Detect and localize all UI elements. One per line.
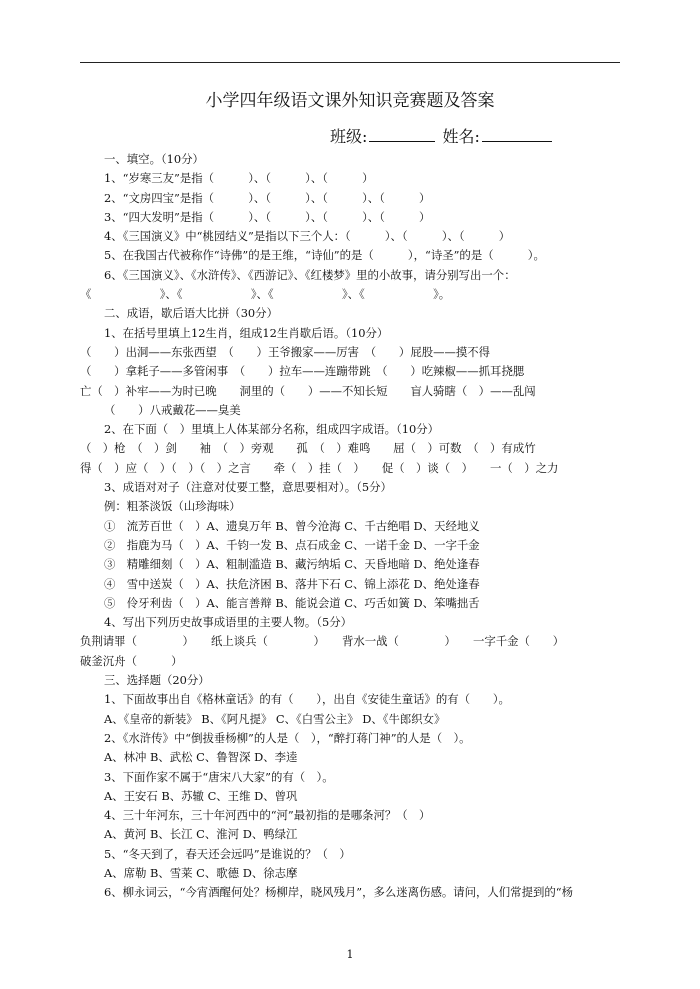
document-body — [80, 150, 625, 903]
question-line: 5、在我国古代被称作“诗佛”的是王维，“诗仙”的是（ ），“诗圣”的是（ ）。 — [104, 248, 545, 263]
choice-line: A、席勒 B、雪莱 C、歌德 D、徐志摩 — [104, 865, 298, 880]
section-heading: 三、选择题（20分） — [104, 673, 210, 688]
question-line: （ ）枪 （ ）剑 袖 （ ）旁观 孤 （ ）难鸣 屈（ ）可数 （ ）有成竹 — [80, 441, 536, 456]
example-line: 例：粗茶淡饭（山珍海味） — [104, 499, 241, 514]
question-line: 2、《水浒传》中“倒拔垂杨柳”的人是（ ），“醉打蒋门神”的人是（ ）。 — [104, 730, 471, 745]
class-label: 班级: — [330, 127, 368, 146]
choice-line: ② 指鹿为马（ ）A、千钧一发 B、点石成金 C、一诺千金 D、一字千金 — [104, 537, 480, 552]
class-blank — [369, 127, 435, 142]
choice-line: A、王安石 B、苏辙 C、王维 D、曾巩 — [104, 788, 298, 803]
page-title: 小学四年级语文课外知识竞赛题及答案 — [205, 91, 495, 111]
question-line: 6、《三国演义》、《水浒传》、《西游记》、《红楼梦》里的小故事，请分别写出一个： — [104, 267, 516, 282]
choice-line: ① 流芳百世（ ）A、遗臭万年 B、曾今沧海 C、千古绝唱 D、天经地义 — [104, 518, 480, 533]
class-name-row — [330, 124, 554, 147]
choice-line: A、林冲 B、武松 C、鲁智深 D、李逵 — [104, 750, 298, 765]
choice-line: A、黄河 B、长江 C、淮河 D、鸭绿江 — [104, 827, 298, 842]
choice-line: A、《皇帝的新装》 B、《阿凡提》 C、《白雪公主》 D、《牛郎织女》 — [104, 711, 446, 726]
question-line: 4、《三国演义》中“桃园结义”是指以下三个人：（ ）、（ ）、（ ） — [104, 229, 511, 244]
question-line: 负荆请罪（ ） 纸上谈兵（ ） 背水一战（ ） 一字千金（ ） — [80, 634, 565, 649]
question-line: 2、“文房四宝”是指（ ）、（ ）、（ ）、（ ） — [104, 190, 431, 205]
question-line: （ ）拿耗子——多管闲事 （ ）拉车——连蹦带跳 （ ）吃辣椒——抓耳挠腮 — [80, 364, 525, 379]
question-line: 4、三十年河东，三十年河西中的“河”最初指的是哪条河？（ ） — [104, 808, 431, 823]
question-line: 1、下面故事出自《格林童话》的有（ ），出自《安徒生童话》的有（ ）。 — [104, 692, 510, 707]
choice-line: ④ 雪中送炭（ ）A、扶危济困 B、落井下石 C、锦上添花 D、绝处逢春 — [104, 576, 480, 591]
question-line: 3、下面作家不属于“唐宋八大家”的有（ ）。 — [104, 769, 334, 784]
question-line: 《 》、《 》、《 》、《 》。 — [80, 287, 451, 302]
question-line: 4、写出下列历史故事成语里的主要人物。（5分） — [104, 615, 352, 630]
header-rule — [80, 62, 620, 63]
question-line: 破釜沉舟（ ） — [80, 653, 183, 668]
question-line: 得（ ）应（ ）（ ）（ ）之言 牵（ ）挂（ ） 促（ ）谈（ ） 一（ ）之力 — [80, 460, 559, 475]
question-line: 亡（ ）补牢——为时已晚 洞里的（ ）——不知长短 盲人骑瞎（ ）——乱闯 — [80, 383, 536, 398]
name-blank — [482, 127, 552, 142]
question-line: 1、在括号里填上12生肖，组成12生肖歇后语。（10分） — [104, 325, 389, 340]
question-line: （ ）八戒戴花——臭美 — [104, 402, 241, 417]
question-line: 3、成语对对子（注意对仗要工整，意思要相对）。（5分） — [104, 480, 392, 495]
name-label: 姓名: — [442, 127, 480, 146]
question-line: 2、在下面（ ）里填上人体某部分名称，组成四字成语。（10分） — [104, 422, 439, 437]
section-heading: 一、填空。（10分） — [104, 152, 204, 166]
choice-line: ③ 精雕细刻（ ）A、粗制滥造 B、藏污纳垢 C、天昏地暗 D、绝处逢春 — [104, 557, 480, 572]
question-line: 5、“冬天到了，春天还会远吗”是谁说的？（ ） — [104, 846, 351, 861]
choice-line: ⑤ 伶牙利齿（ ）A、能言善辩 B、能说会道 C、巧舌如簧 D、笨嘴拙舌 — [104, 595, 480, 610]
section-heading: 二、成语，歇后语大比拼（30分） — [104, 306, 278, 321]
question-line: 6、柳永词云，“今宵酒醒何处？杨柳岸，晓风残月”，多么迷离伤感。请问，人们常提到的“杨 — [104, 885, 573, 900]
page-number: 1 — [346, 948, 354, 961]
question-line: 3、“四大发明”是指（ ）、（ ）、（ ）、（ ） — [104, 209, 431, 224]
question-line: 1、“岁寒三友”是指（ ）、（ ）、（ ） — [104, 171, 374, 186]
question-line: （ ）出洞——东张西望 （ ）王爷搬家——厉害 （ ）屁股——摸不得 — [80, 344, 491, 359]
